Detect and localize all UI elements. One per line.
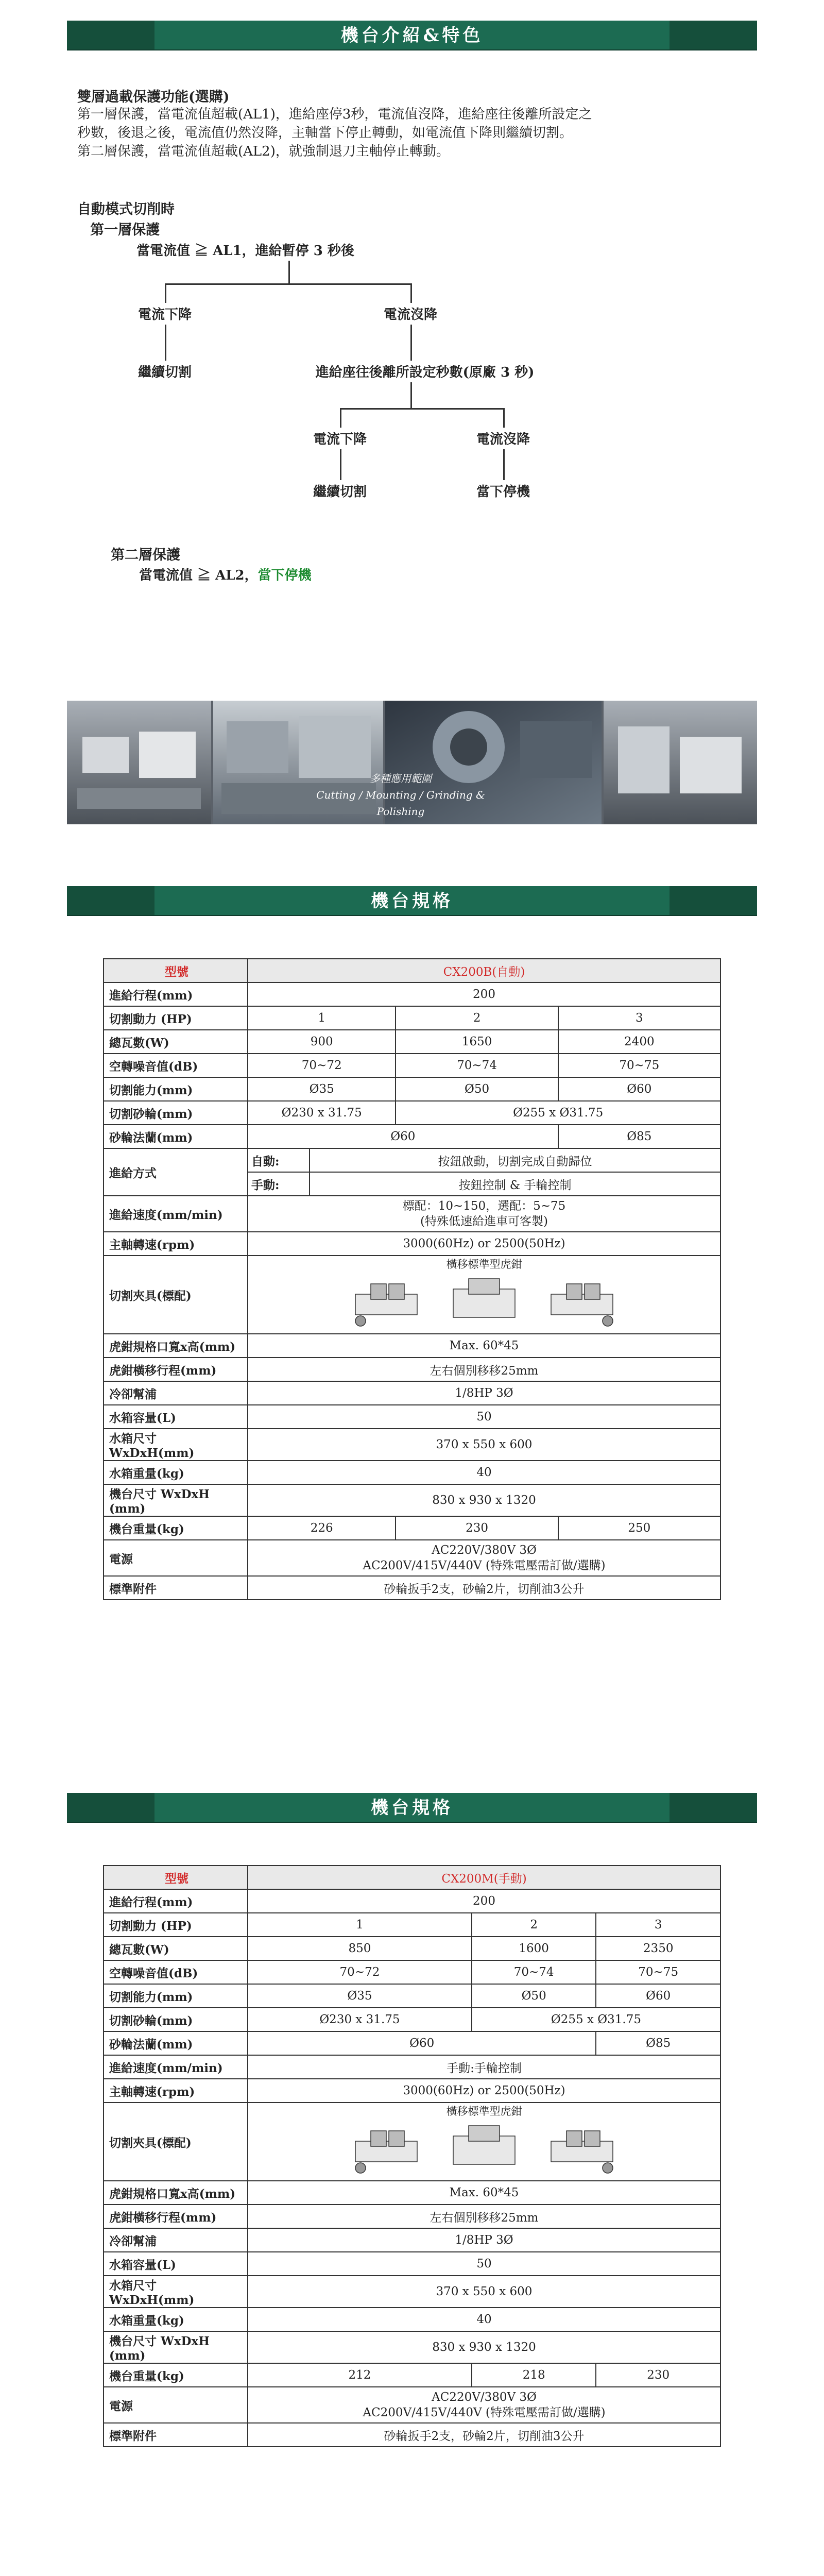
photo-caption-line: Cutting / Mounting / Grinding & Polishing [316,789,485,818]
row-value: 1650 [396,1030,558,1054]
table-row [104,1054,720,1077]
row-value: 1 [248,1006,396,1030]
row-label: 進給行程(mm) [104,1889,248,1913]
row-value: Ø85 [596,2031,720,2055]
row-value: 1/8HP 3Ø [248,1381,720,1405]
fixture-caption: 橫移標準型虎鉗 [446,2105,522,2117]
table-row [104,1101,720,1125]
row-value: 40 [248,2308,720,2331]
row-value: Ø230 x 31.75 [248,1101,396,1125]
row-label: 虎鉗規格口寬x高(mm) [104,2181,248,2205]
table-row [104,1358,720,1381]
flow-retreat: 進給座往後離所設定秒數(原廠 3 秒) [315,365,535,380]
table-row [104,1516,720,1540]
fixture-caption: 橫移標準型虎鉗 [446,1258,522,1270]
row-value: 70~74 [396,1054,558,1077]
row-value: 2 [472,1913,596,1937]
row-label: 切割砂輪(mm) [104,2008,248,2031]
layer2-title: 第二層保護 [111,547,180,563]
table-row [104,1148,720,1172]
layer2-condition [139,565,312,584]
row-value: Ø50 [396,1077,558,1101]
layer1-condition: 當電流值 ≧ AL1，進給暫停 3 秒後 [136,243,354,259]
row-value: 按鈕啟動，切割完成自動歸位 [310,1148,720,1172]
table-row [104,2387,720,2423]
table-row [104,2181,720,2205]
power-value-1: AC220V/380V 3Ø [432,2391,537,2404]
flow-stop: 當下停機 [476,484,530,500]
table-row [104,2008,720,2031]
row-label: 標準附件 [104,2423,248,2447]
spec-auto-banner-title: 機台規格 [371,891,453,911]
feed-speed-note: (特殊低速給進車可客製) [420,1215,548,1228]
table-row [104,1461,720,1484]
table-row [104,2252,720,2276]
row-label: 砂輪法蘭(mm) [104,2031,248,2055]
row-label: 機台尺寸 WxDxH (mm) [104,2331,248,2363]
table-row [104,1125,720,1148]
row-label: 進給速度(mm/min) [104,1196,248,1232]
intro-banner-title: 機台介紹&特色 [340,25,484,46]
row-label: 切割動力 (HP) [104,1913,248,1937]
row-value: 370 x 550 x 600 [248,2276,720,2308]
table-row [104,1937,720,1960]
row-value: Ø50 [472,1984,596,2008]
photo-caption-text [313,770,488,820]
row-value: 3000(60Hz) or 2500(50Hz) [248,1232,720,1256]
row-label: 機台尺寸 WxDxH (mm) [104,1484,248,1516]
row-value: Ø60 [596,1984,720,2008]
row-label: 進給方式 [104,1148,248,1196]
table-row [104,1256,720,1334]
row-label: 虎鉗橫移行程(mm) [104,1358,248,1381]
table-row [104,1334,720,1358]
vise-illustration [340,1274,628,1330]
overload-line: 第一層保護，當電流值超載(AL1)，進給座停3秒，電流值沒降，進給座往後離所設定之 [77,107,592,122]
row-label: 水箱容量(L) [104,2252,248,2276]
row-label: 切割能力(mm) [104,1077,248,1101]
row-value: 50 [248,2252,720,2276]
table-row [104,959,720,982]
row-value: 226 [248,1516,396,1540]
row-value: 2400 [558,1030,720,1054]
table-row [104,1889,720,1913]
power-value-1: AC220V/380V 3Ø [432,1544,537,1557]
table-row [104,2308,720,2331]
row-value: 3 [596,1913,720,1937]
row-value: 70~75 [558,1054,720,1077]
intro-banner [67,21,757,50]
flow-current-nodrop-2: 電流沒降 [476,432,530,447]
row-label: 進給速度(mm/min) [104,2055,248,2079]
row-value: Max. 60*45 [248,2181,720,2205]
row-value: 3000(60Hz) or 2500(50Hz) [248,2079,720,2103]
spec-manual-banner-title: 機台規格 [371,1798,453,1818]
table-row [104,1030,720,1054]
row-value: 830 x 930 x 1320 [248,2331,720,2363]
row-label: 電源 [104,1540,248,1576]
row-label: 總瓦數(W) [104,1937,248,1960]
table-row [104,1381,720,1405]
flow-current-down-2: 電流下降 [313,432,367,447]
feed-auto-label: 自動: [248,1148,310,1172]
layer2-condition-text: 當電流值 ≧ AL2， [139,568,258,583]
row-label: 切割能力(mm) [104,1984,248,2008]
row-value [248,1196,720,1232]
layer1-title: 第一層保護 [90,222,160,238]
spec-manual-banner [67,1793,757,1823]
row-value: 40 [248,1461,720,1484]
row-label: 切割動力 (HP) [104,1006,248,1030]
row-value: 230 [396,1516,558,1540]
table-row [104,1077,720,1101]
feed-speed-value: 標配：10~150，選配：5~75 [402,1199,566,1213]
model-value: CX200M(手動) [248,1866,720,1889]
row-value: Ø60 [248,2031,596,2055]
table-row [104,2103,720,2181]
table-row [104,2205,720,2228]
row-label: 機台重量(kg) [104,2363,248,2387]
row-value: 200 [248,1889,720,1913]
row-label: 電源 [104,2387,248,2423]
row-label: 冷卻幫浦 [104,2228,248,2252]
table-row [104,2276,720,2308]
table-row [104,1913,720,1937]
overload-description [77,105,747,161]
row-label: 切割夾具(標配) [104,2103,248,2181]
row-value: Ø255 x Ø31.75 [472,2008,720,2031]
layer2-stop-text: 當下停機 [258,568,312,583]
row-label: 主軸轉速(rpm) [104,2079,248,2103]
row-value: 1/8HP 3Ø [248,2228,720,2252]
table-row [104,1429,720,1461]
photo-caption-line: 多種應用範圍 [370,772,432,785]
flow-current-down-1: 電流下降 [138,307,192,323]
row-value: 218 [472,2363,596,2387]
table-row [104,1984,720,2008]
row-value: 830 x 930 x 1320 [248,1484,720,1516]
table-row [104,1006,720,1030]
table-row [104,2423,720,2447]
row-label: 砂輪法蘭(mm) [104,1125,248,1148]
row-value [248,2387,720,2423]
power-value-2: AC200V/415V/440V (特殊電壓需訂做/選購) [363,2406,606,2419]
flow-continue-1: 繼續切割 [138,365,192,380]
overload-line: 秒數，後退之後，電流值仍然沒降，主軸當下停止轉動，如電流值下降則繼續切割。 [77,125,573,141]
overload-title: 雙層過載保護功能(選購) [77,89,230,105]
overload-line: 第二層保護，當電流值超載(AL2)，就強制退刀主軸停止轉動。 [77,144,450,159]
row-value: 3 [558,1006,720,1030]
table-row [104,2228,720,2252]
table-row [104,2055,720,2079]
row-label: 空轉噪音值(dB) [104,1054,248,1077]
row-value: Ø255 x Ø31.75 [396,1101,720,1125]
row-value: Ø35 [248,1077,396,1101]
table-row [104,2331,720,2363]
feed-manual-label: 手動: [248,1172,310,1196]
table-row [104,1484,720,1516]
row-value: 砂輪扳手2支，砂輪2片，切削油3公升 [248,1576,720,1600]
row-value: 砂輪扳手2支，砂輪2片，切削油3公升 [248,2423,720,2447]
model-value: CX200B(自動) [248,959,720,982]
row-label: 機台重量(kg) [104,1516,248,1540]
table-row [104,1232,720,1256]
table-row [104,1540,720,1576]
flow-continue-2: 繼續切割 [313,484,367,500]
row-label: 標準附件 [104,1576,248,1600]
row-value: Ø230 x 31.75 [248,2008,472,2031]
table-row [104,1405,720,1429]
table-row [104,1960,720,1984]
row-value: 70~72 [248,1054,396,1077]
table-row [104,982,720,1006]
row-value: 70~74 [472,1960,596,1984]
row-value: 230 [596,2363,720,2387]
row-label: 進給行程(mm) [104,982,248,1006]
auto-mode-title: 自動模式切削時 [77,201,175,217]
row-value: 70~72 [248,1960,472,1984]
row-value: 1 [248,1913,472,1937]
table-row [104,2031,720,2055]
row-value: 70~75 [596,1960,720,1984]
row-label: 虎鉗橫移行程(mm) [104,2205,248,2228]
row-value: 按鈕控制 & 手輪控制 [310,1172,720,1196]
row-label: 切割夾具(標配) [104,1256,248,1334]
row-value: 900 [248,1030,396,1054]
row-value: Ø85 [558,1125,720,1148]
row-label: 空轉噪音值(dB) [104,1960,248,1984]
photo-caption [313,770,488,818]
row-label: 水箱重量(kg) [104,2308,248,2331]
row-label: 虎鉗規格口寬x高(mm) [104,1334,248,1358]
row-label: 水箱容量(L) [104,1405,248,1429]
row-value: 212 [248,2363,472,2387]
row-value: 左右個別移移25mm [248,1358,720,1381]
model-label: 型號 [104,959,248,982]
row-value: 1600 [472,1937,596,1960]
power-value-2: AC200V/415V/440V (特殊電壓需訂做/選購) [363,1559,606,1572]
row-value: Max. 60*45 [248,1334,720,1358]
flow-current-nodrop-1: 電流沒降 [383,307,437,323]
row-value: Ø60 [558,1077,720,1101]
row-value: 左右個別移移25mm [248,2205,720,2228]
vise-illustration [340,2121,628,2177]
row-value: 手動:手輪控制 [248,2055,720,2079]
model-label: 型號 [104,1866,248,1889]
row-value: Ø35 [248,1984,472,2008]
row-value: 50 [248,1405,720,1429]
table-row [104,1576,720,1600]
row-label: 總瓦數(W) [104,1030,248,1054]
table-row [104,2079,720,2103]
row-label: 切割砂輪(mm) [104,1101,248,1125]
spec-auto-banner [67,886,757,916]
row-value: 850 [248,1937,472,1960]
row-value: 250 [558,1516,720,1540]
row-label: 冷卻幫浦 [104,1381,248,1405]
fixture-cell [248,1256,720,1334]
spec-table-manual [103,1865,721,2447]
spec-table-auto [103,958,721,1600]
row-value [248,1540,720,1576]
table-row [104,1866,720,1889]
row-label: 主軸轉速(rpm) [104,1232,248,1256]
row-value: 2350 [596,1937,720,1960]
row-value: 370 x 550 x 600 [248,1429,720,1461]
row-value: 2 [396,1006,558,1030]
row-label: 水箱重量(kg) [104,1461,248,1484]
row-label: 水箱尺寸 WxDxH(mm) [104,1429,248,1461]
table-row [104,2363,720,2387]
fixture-cell [248,2103,720,2181]
row-value: Ø60 [248,1125,558,1148]
row-value: 200 [248,982,720,1006]
row-label: 水箱尺寸 WxDxH(mm) [104,2276,248,2308]
table-row [104,1196,720,1232]
